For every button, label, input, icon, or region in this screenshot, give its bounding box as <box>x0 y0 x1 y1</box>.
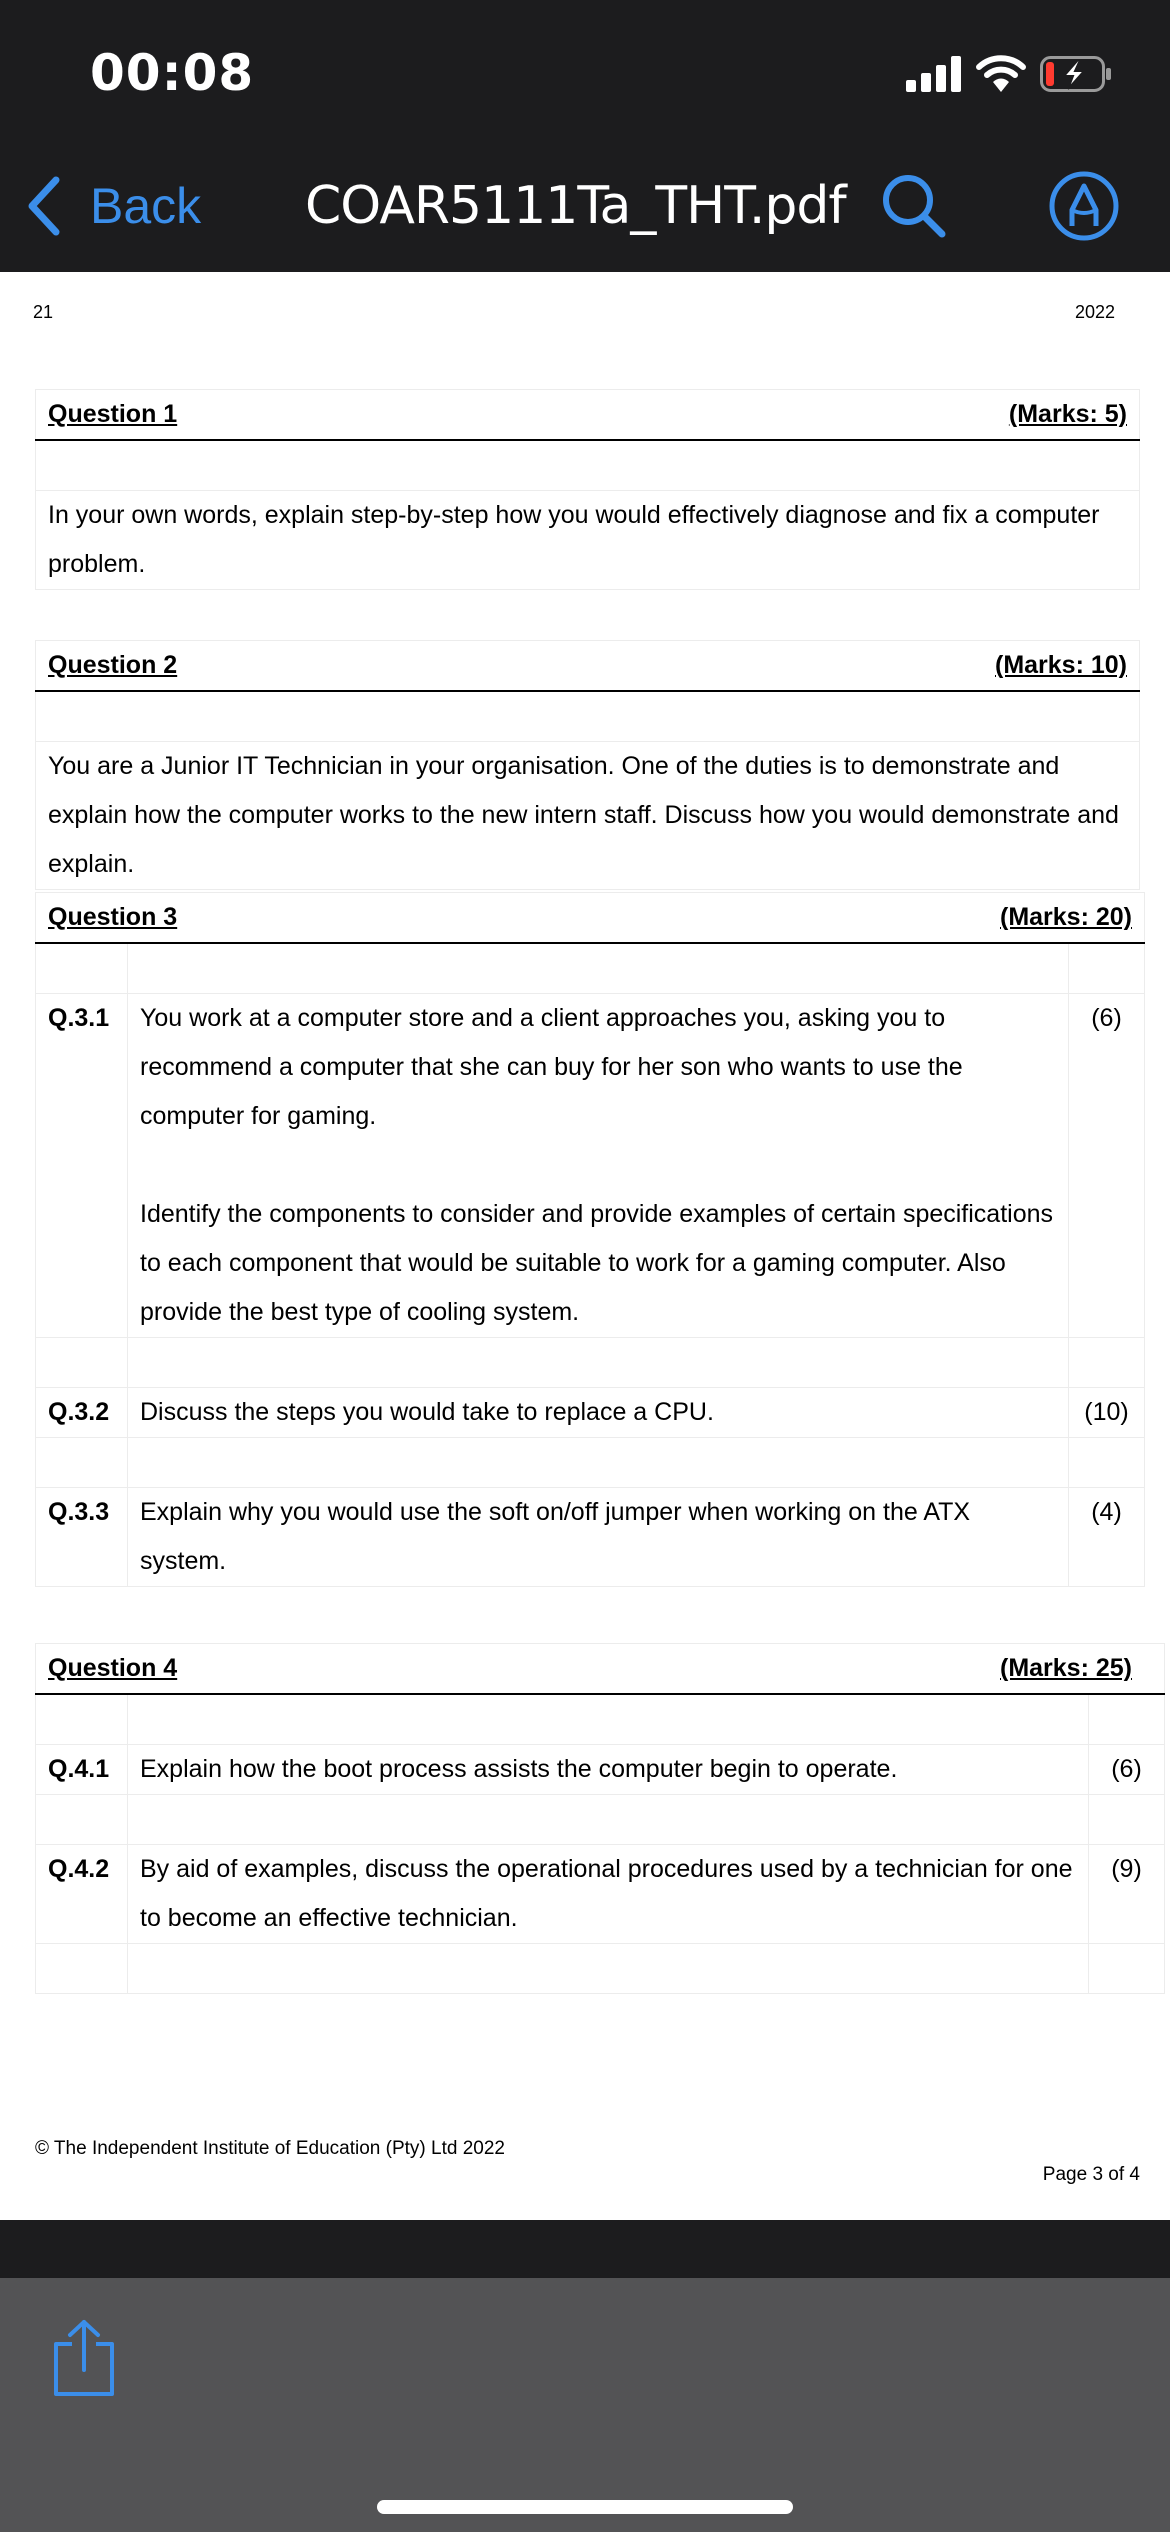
question-text: You are a Junior IT Technician in your organisation. One of the duties is to demonstrate and explain how the computer works to the new intern staff. Discuss how you would demonstrate and explain. <box>36 741 1140 889</box>
cellular-signal-icon <box>906 56 962 92</box>
question-header <box>36 641 1140 692</box>
chevron-left-icon <box>24 174 64 238</box>
subquestion-marks: (4) <box>1069 1487 1145 1586</box>
pdf-page[interactable] <box>0 272 1170 2220</box>
subquestion-marks: (6) <box>1069 993 1145 1337</box>
subquestion-marks: (9) <box>1089 1844 1165 1943</box>
subquestion-paragraph: You work at a computer store and a client approaches you, asking you to recommend a computer that she can buy for her son who wants to use the computer for gaming. <box>140 1003 963 1130</box>
wifi-icon <box>976 54 1026 94</box>
table-row <box>36 993 1145 1337</box>
table-row <box>36 1387 1145 1437</box>
subquestion-text <box>128 993 1069 1337</box>
subquestion-text: Discuss the steps you would take to replace a CPU. <box>128 1387 1069 1437</box>
subquestion-number: Q.3.1 <box>36 993 128 1337</box>
question-title: Question 2 <box>48 651 178 679</box>
subquestion-number: Q.3.3 <box>36 1487 128 1586</box>
status-bar <box>0 0 1170 140</box>
question-title: Question 4 <box>48 1654 178 1682</box>
navigation-bar <box>0 140 1170 272</box>
page-header-right: 2022 <box>1074 302 1115 322</box>
table-row <box>36 1744 1165 1794</box>
question-3-table <box>35 892 1145 1587</box>
search-icon[interactable] <box>880 172 948 240</box>
table-row <box>36 1844 1165 1943</box>
subquestion-number: Q.4.1 <box>36 1744 128 1794</box>
page-footer-copyright: © The Independent Institute of Education (Pty) Ltd 2022 <box>35 2138 505 2159</box>
question-header <box>36 390 1140 441</box>
question-marks: (Marks: 25) <box>1000 1654 1132 1682</box>
subquestion-text: By aid of examples, discuss the operational procedures used by a technician for one to become an effective technician. <box>128 1844 1089 1943</box>
question-title: Question 1 <box>48 400 178 428</box>
subquestion-number: Q.4.2 <box>36 1844 128 1943</box>
subquestion-marks: (10) <box>1069 1387 1145 1437</box>
question-marks: (Marks: 10) <box>995 651 1127 679</box>
question-marks: (Marks: 20) <box>1000 903 1132 931</box>
subquestion-text: Explain how the boot process assists the computer begin to operate. <box>128 1744 1089 1794</box>
share-icon[interactable] <box>50 2318 118 2398</box>
question-title: Question 3 <box>48 903 178 931</box>
subquestion-text: Explain why you would use the soft on/off jumper when working on the ATX system. <box>128 1487 1069 1586</box>
question-1-table <box>35 389 1140 590</box>
subquestion-number: Q.3.2 <box>36 1387 128 1437</box>
home-indicator[interactable] <box>377 2500 793 2514</box>
back-button[interactable] <box>24 174 201 238</box>
status-time: 00:08 <box>90 44 255 102</box>
back-button-label: Back <box>90 178 202 234</box>
question-text: In your own words, explain step-by-step how you would effectively diagnose and fix a computer problem. <box>36 490 1140 589</box>
bottom-toolbar <box>0 2278 1170 2532</box>
question-header <box>36 893 1145 944</box>
page-header-left: 21 <box>33 302 54 322</box>
question-marks: (Marks: 5) <box>1008 400 1127 428</box>
battery-charging-icon <box>1040 56 1112 92</box>
question-2-table <box>35 640 1140 890</box>
page-footer-page-number: Page 3 of 4 <box>1042 2164 1140 2185</box>
subquestion-paragraph: Identify the components to consider and provide examples of certain specifications to each component that would be suitable to work for a gaming computer. Also provide the best type of cooling system. <box>140 1199 1054 1326</box>
table-row <box>36 1487 1145 1586</box>
question-header <box>36 1644 1165 1695</box>
document-title: COAR5111Ta_THT.pdf <box>305 176 846 236</box>
subquestion-marks: (6) <box>1089 1744 1165 1794</box>
question-4-table <box>35 1643 1165 1994</box>
markup-pen-icon[interactable] <box>1048 170 1120 242</box>
